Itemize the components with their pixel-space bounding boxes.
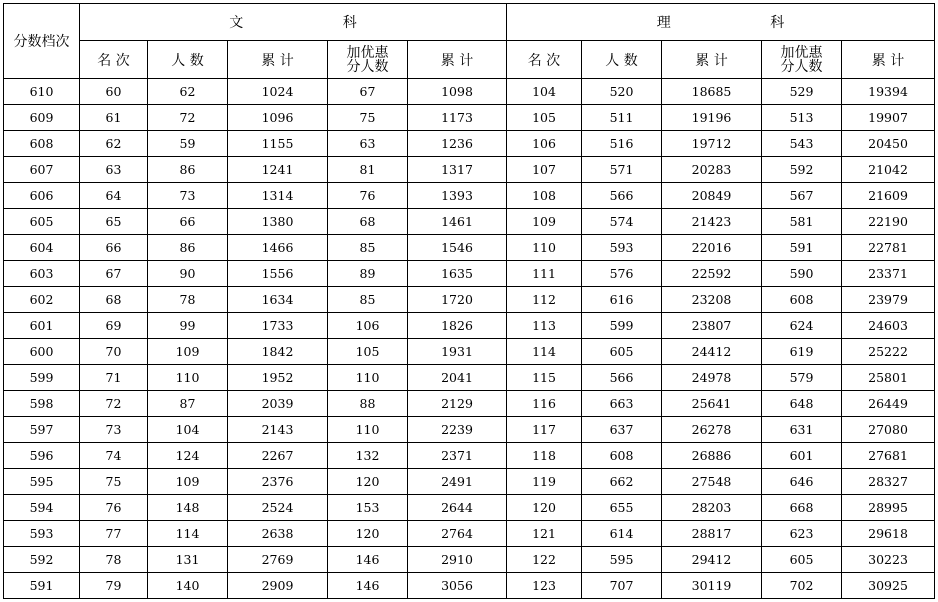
arts-cumulative-cell: 1733 bbox=[228, 313, 328, 339]
science-cumulative-cell: 22016 bbox=[662, 235, 762, 261]
science-count-cell: 574 bbox=[582, 209, 662, 235]
arts-bonus-cumulative-cell: 1826 bbox=[408, 313, 507, 339]
arts-bonus-cumulative-cell: 1720 bbox=[408, 287, 507, 313]
science-rank-header: 名 次 bbox=[507, 41, 582, 79]
arts-rank-cell: 61 bbox=[80, 105, 148, 131]
arts-count-cell: 131 bbox=[148, 547, 228, 573]
science-bonus-cumulative-cell: 20450 bbox=[842, 131, 935, 157]
science-rank-cell: 123 bbox=[507, 573, 582, 599]
science-bonus-cumulative-cell: 28995 bbox=[842, 495, 935, 521]
science-count-cell: 663 bbox=[582, 391, 662, 417]
science-bonus-count-cell: 579 bbox=[762, 365, 842, 391]
table-row bbox=[4, 131, 935, 157]
science-cumulative-cell: 30119 bbox=[662, 573, 762, 599]
table-row bbox=[4, 443, 935, 469]
science-bonus-cumulative-cell: 23979 bbox=[842, 287, 935, 313]
science-rank-cell: 115 bbox=[507, 365, 582, 391]
table-row bbox=[4, 183, 935, 209]
science-count-cell: 576 bbox=[582, 261, 662, 287]
arts-bonus-count-cell: 89 bbox=[328, 261, 408, 287]
arts-bonus-count-cell: 105 bbox=[328, 339, 408, 365]
arts-bonus-cumulative-cell: 1546 bbox=[408, 235, 507, 261]
science-cumulative-cell: 19196 bbox=[662, 105, 762, 131]
arts-count-cell: 99 bbox=[148, 313, 228, 339]
arts-bonus-cumulative-header: 累 计 bbox=[408, 41, 507, 79]
science-bonus-cumulative-cell: 24603 bbox=[842, 313, 935, 339]
arts-rank-cell: 66 bbox=[80, 235, 148, 261]
arts-bonus-count-cell: 75 bbox=[328, 105, 408, 131]
science-rank-cell: 110 bbox=[507, 235, 582, 261]
arts-count-cell: 72 bbox=[148, 105, 228, 131]
science-bonus-line1: 加优惠 bbox=[780, 44, 823, 61]
science-bonus-count-cell: 590 bbox=[762, 261, 842, 287]
science-rank-cell: 114 bbox=[507, 339, 582, 365]
science-bonus-cumulative-cell: 27080 bbox=[842, 417, 935, 443]
score-cell: 592 bbox=[4, 547, 80, 573]
arts-group-header: 文 科 bbox=[80, 4, 507, 41]
arts-rank-cell: 74 bbox=[80, 443, 148, 469]
science-count-cell: 616 bbox=[582, 287, 662, 313]
arts-cumulative-cell: 2909 bbox=[228, 573, 328, 599]
science-bonus-count-cell: 591 bbox=[762, 235, 842, 261]
arts-cumulative-cell: 1842 bbox=[228, 339, 328, 365]
arts-bonus-count-cell: 88 bbox=[328, 391, 408, 417]
score-cell: 600 bbox=[4, 339, 80, 365]
science-rank-cell: 119 bbox=[507, 469, 582, 495]
arts-count-cell: 90 bbox=[148, 261, 228, 287]
arts-bonus-cumulative-cell: 1173 bbox=[408, 105, 507, 131]
arts-bonus-count-cell: 120 bbox=[328, 521, 408, 547]
arts-rank-cell: 69 bbox=[80, 313, 148, 339]
science-count-cell: 614 bbox=[582, 521, 662, 547]
science-bonus-count-cell: 624 bbox=[762, 313, 842, 339]
table-row bbox=[4, 105, 935, 131]
science-bonus-count-cell: 513 bbox=[762, 105, 842, 131]
science-cumulative-cell: 24412 bbox=[662, 339, 762, 365]
arts-rank-cell: 63 bbox=[80, 157, 148, 183]
arts-count-cell: 114 bbox=[148, 521, 228, 547]
arts-cumulative-header: 累 计 bbox=[228, 41, 328, 79]
science-bonus-count-cell: 646 bbox=[762, 469, 842, 495]
science-bonus-cumulative-cell: 25222 bbox=[842, 339, 935, 365]
arts-count-cell: 110 bbox=[148, 365, 228, 391]
arts-count-cell: 124 bbox=[148, 443, 228, 469]
score-cell: 608 bbox=[4, 131, 80, 157]
arts-count-cell: 109 bbox=[148, 339, 228, 365]
science-count-cell: 605 bbox=[582, 339, 662, 365]
science-cumulative-cell: 23208 bbox=[662, 287, 762, 313]
arts-bonus-count-cell: 153 bbox=[328, 495, 408, 521]
arts-cumulative-cell: 2638 bbox=[228, 521, 328, 547]
science-cumulative-cell: 28203 bbox=[662, 495, 762, 521]
arts-rank-cell: 60 bbox=[80, 79, 148, 105]
score-cell: 597 bbox=[4, 417, 80, 443]
science-bonus-cumulative-cell: 23371 bbox=[842, 261, 935, 287]
science-rank-cell: 111 bbox=[507, 261, 582, 287]
arts-cumulative-cell: 2267 bbox=[228, 443, 328, 469]
arts-bonus-line2: 分人数 bbox=[346, 58, 389, 75]
science-bonus-cumulative-cell: 22190 bbox=[842, 209, 935, 235]
arts-cumulative-cell: 2376 bbox=[228, 469, 328, 495]
arts-count-cell: 87 bbox=[148, 391, 228, 417]
science-cumulative-cell: 25641 bbox=[662, 391, 762, 417]
score-cell: 603 bbox=[4, 261, 80, 287]
arts-rank-cell: 71 bbox=[80, 365, 148, 391]
arts-rank-cell: 73 bbox=[80, 417, 148, 443]
science-count-cell: 707 bbox=[582, 573, 662, 599]
science-bonus-count-cell: 601 bbox=[762, 443, 842, 469]
science-count-cell: 655 bbox=[582, 495, 662, 521]
arts-bonus-cumulative-cell: 2764 bbox=[408, 521, 507, 547]
science-rank-cell: 121 bbox=[507, 521, 582, 547]
science-bonus-cumulative-cell: 28327 bbox=[842, 469, 935, 495]
arts-cumulative-cell: 1024 bbox=[228, 79, 328, 105]
science-bonus-cumulative-cell: 21042 bbox=[842, 157, 935, 183]
arts-rank-cell: 62 bbox=[80, 131, 148, 157]
science-cumulative-cell: 24978 bbox=[662, 365, 762, 391]
arts-rank-cell: 78 bbox=[80, 547, 148, 573]
table-body bbox=[4, 79, 935, 599]
arts-count-cell: 62 bbox=[148, 79, 228, 105]
arts-bonus-cumulative-cell: 1098 bbox=[408, 79, 507, 105]
arts-rank-cell: 72 bbox=[80, 391, 148, 417]
science-rank-cell: 120 bbox=[507, 495, 582, 521]
table-row bbox=[4, 235, 935, 261]
science-rank-cell: 109 bbox=[507, 209, 582, 235]
science-bonus-cumulative-cell: 22781 bbox=[842, 235, 935, 261]
score-cell: 598 bbox=[4, 391, 80, 417]
science-bonus-count-cell: 623 bbox=[762, 521, 842, 547]
table-row bbox=[4, 547, 935, 573]
science-count-cell: 637 bbox=[582, 417, 662, 443]
science-bonus-count-cell: 619 bbox=[762, 339, 842, 365]
science-bonus-cumulative-cell: 25801 bbox=[842, 365, 935, 391]
score-cell: 606 bbox=[4, 183, 80, 209]
science-rank-cell: 117 bbox=[507, 417, 582, 443]
table-header-group-row bbox=[4, 4, 935, 41]
arts-cumulative-cell: 2769 bbox=[228, 547, 328, 573]
table-row bbox=[4, 417, 935, 443]
science-count-cell: 520 bbox=[582, 79, 662, 105]
arts-rank-cell: 67 bbox=[80, 261, 148, 287]
arts-rank-cell: 77 bbox=[80, 521, 148, 547]
arts-bonus-line1: 加优惠 bbox=[346, 44, 389, 61]
science-group-header: 理 科 bbox=[507, 4, 935, 41]
science-cumulative-cell: 20849 bbox=[662, 183, 762, 209]
arts-cumulative-cell: 2039 bbox=[228, 391, 328, 417]
science-count-cell: 571 bbox=[582, 157, 662, 183]
science-bonus-cumulative-cell: 19907 bbox=[842, 105, 935, 131]
science-bonus-count-cell: 648 bbox=[762, 391, 842, 417]
arts-rank-header: 名 次 bbox=[80, 41, 148, 79]
science-bonus-cumulative-cell: 21609 bbox=[842, 183, 935, 209]
arts-bonus-count-header bbox=[328, 41, 408, 79]
arts-cumulative-cell: 1634 bbox=[228, 287, 328, 313]
arts-cumulative-cell: 1096 bbox=[228, 105, 328, 131]
science-bonus-count-cell: 605 bbox=[762, 547, 842, 573]
science-rank-cell: 105 bbox=[507, 105, 582, 131]
science-rank-cell: 113 bbox=[507, 313, 582, 339]
arts-bonus-cumulative-cell: 2491 bbox=[408, 469, 507, 495]
arts-count-cell: 86 bbox=[148, 235, 228, 261]
table-row bbox=[4, 339, 935, 365]
science-cumulative-cell: 20283 bbox=[662, 157, 762, 183]
science-count-header: 人 数 bbox=[582, 41, 662, 79]
arts-bonus-count-cell: 110 bbox=[328, 365, 408, 391]
science-count-cell: 608 bbox=[582, 443, 662, 469]
science-rank-cell: 116 bbox=[507, 391, 582, 417]
arts-rank-cell: 79 bbox=[80, 573, 148, 599]
score-cell: 601 bbox=[4, 313, 80, 339]
arts-count-cell: 73 bbox=[148, 183, 228, 209]
science-bonus-line2: 分人数 bbox=[780, 58, 823, 75]
science-count-cell: 566 bbox=[582, 183, 662, 209]
arts-cumulative-cell: 2524 bbox=[228, 495, 328, 521]
arts-cumulative-cell: 1466 bbox=[228, 235, 328, 261]
arts-bonus-count-cell: 106 bbox=[328, 313, 408, 339]
arts-count-header: 人 数 bbox=[148, 41, 228, 79]
science-rank-cell: 122 bbox=[507, 547, 582, 573]
arts-cumulative-cell: 2143 bbox=[228, 417, 328, 443]
score-cell: 595 bbox=[4, 469, 80, 495]
arts-bonus-cumulative-cell: 1317 bbox=[408, 157, 507, 183]
score-cell: 609 bbox=[4, 105, 80, 131]
science-cumulative-cell: 18685 bbox=[662, 79, 762, 105]
science-bonus-count-cell: 567 bbox=[762, 183, 842, 209]
arts-count-cell: 109 bbox=[148, 469, 228, 495]
arts-bonus-count-cell: 85 bbox=[328, 287, 408, 313]
score-distribution-table bbox=[3, 3, 935, 599]
table-row bbox=[4, 391, 935, 417]
arts-bonus-count-cell: 146 bbox=[328, 573, 408, 599]
science-bonus-cumulative-header: 累 计 bbox=[842, 41, 935, 79]
arts-bonus-cumulative-cell: 1461 bbox=[408, 209, 507, 235]
science-rank-cell: 112 bbox=[507, 287, 582, 313]
table-row bbox=[4, 573, 935, 599]
arts-bonus-cumulative-cell: 2239 bbox=[408, 417, 507, 443]
score-cell: 596 bbox=[4, 443, 80, 469]
arts-bonus-cumulative-cell: 2644 bbox=[408, 495, 507, 521]
science-bonus-cumulative-cell: 29618 bbox=[842, 521, 935, 547]
score-cell: 602 bbox=[4, 287, 80, 313]
arts-bonus-count-cell: 76 bbox=[328, 183, 408, 209]
arts-count-cell: 86 bbox=[148, 157, 228, 183]
arts-bonus-cumulative-cell: 2041 bbox=[408, 365, 507, 391]
science-bonus-count-cell: 608 bbox=[762, 287, 842, 313]
science-count-cell: 662 bbox=[582, 469, 662, 495]
arts-rank-cell: 70 bbox=[80, 339, 148, 365]
science-count-cell: 516 bbox=[582, 131, 662, 157]
science-rank-cell: 104 bbox=[507, 79, 582, 105]
science-rank-cell: 106 bbox=[507, 131, 582, 157]
arts-rank-cell: 75 bbox=[80, 469, 148, 495]
science-count-cell: 595 bbox=[582, 547, 662, 573]
arts-rank-cell: 65 bbox=[80, 209, 148, 235]
science-bonus-count-cell: 529 bbox=[762, 79, 842, 105]
arts-bonus-cumulative-cell: 2129 bbox=[408, 391, 507, 417]
science-bonus-cumulative-cell: 30925 bbox=[842, 573, 935, 599]
table-row bbox=[4, 261, 935, 287]
arts-bonus-cumulative-cell: 1236 bbox=[408, 131, 507, 157]
score-cell: 605 bbox=[4, 209, 80, 235]
arts-count-cell: 104 bbox=[148, 417, 228, 443]
table-row bbox=[4, 157, 935, 183]
table-row bbox=[4, 365, 935, 391]
arts-bonus-cumulative-cell: 1393 bbox=[408, 183, 507, 209]
science-bonus-cumulative-cell: 30223 bbox=[842, 547, 935, 573]
science-bonus-count-cell: 543 bbox=[762, 131, 842, 157]
arts-bonus-count-cell: 146 bbox=[328, 547, 408, 573]
arts-cumulative-cell: 1556 bbox=[228, 261, 328, 287]
arts-count-cell: 78 bbox=[148, 287, 228, 313]
arts-count-cell: 66 bbox=[148, 209, 228, 235]
arts-bonus-count-cell: 85 bbox=[328, 235, 408, 261]
science-cumulative-cell: 29412 bbox=[662, 547, 762, 573]
arts-rank-cell: 76 bbox=[80, 495, 148, 521]
arts-rank-cell: 64 bbox=[80, 183, 148, 209]
arts-cumulative-cell: 1952 bbox=[228, 365, 328, 391]
science-cumulative-header: 累 计 bbox=[662, 41, 762, 79]
science-bonus-count-cell: 631 bbox=[762, 417, 842, 443]
score-cell: 610 bbox=[4, 79, 80, 105]
science-cumulative-cell: 26278 bbox=[662, 417, 762, 443]
arts-cumulative-cell: 1241 bbox=[228, 157, 328, 183]
arts-count-cell: 59 bbox=[148, 131, 228, 157]
arts-bonus-count-cell: 68 bbox=[328, 209, 408, 235]
table-row bbox=[4, 313, 935, 339]
science-count-cell: 599 bbox=[582, 313, 662, 339]
arts-cumulative-cell: 1314 bbox=[228, 183, 328, 209]
table-row bbox=[4, 521, 935, 547]
science-cumulative-cell: 27548 bbox=[662, 469, 762, 495]
science-rank-cell: 107 bbox=[507, 157, 582, 183]
science-count-cell: 566 bbox=[582, 365, 662, 391]
science-cumulative-cell: 22592 bbox=[662, 261, 762, 287]
arts-bonus-count-cell: 120 bbox=[328, 469, 408, 495]
science-bonus-count-cell: 581 bbox=[762, 209, 842, 235]
table-row bbox=[4, 209, 935, 235]
score-cell: 599 bbox=[4, 365, 80, 391]
table-row bbox=[4, 469, 935, 495]
table-row bbox=[4, 495, 935, 521]
score-cell: 594 bbox=[4, 495, 80, 521]
arts-bonus-cumulative-cell: 3056 bbox=[408, 573, 507, 599]
arts-cumulative-cell: 1155 bbox=[228, 131, 328, 157]
arts-bonus-cumulative-cell: 2371 bbox=[408, 443, 507, 469]
arts-count-cell: 140 bbox=[148, 573, 228, 599]
science-bonus-cumulative-cell: 27681 bbox=[842, 443, 935, 469]
science-bonus-count-cell: 668 bbox=[762, 495, 842, 521]
score-band-header: 分数档次 bbox=[4, 4, 80, 79]
arts-bonus-cumulative-cell: 1635 bbox=[408, 261, 507, 287]
arts-bonus-count-cell: 81 bbox=[328, 157, 408, 183]
arts-bonus-count-cell: 67 bbox=[328, 79, 408, 105]
arts-bonus-cumulative-cell: 2910 bbox=[408, 547, 507, 573]
science-rank-cell: 118 bbox=[507, 443, 582, 469]
arts-bonus-count-cell: 132 bbox=[328, 443, 408, 469]
arts-rank-cell: 68 bbox=[80, 287, 148, 313]
arts-cumulative-cell: 1380 bbox=[228, 209, 328, 235]
score-cell: 604 bbox=[4, 235, 80, 261]
arts-bonus-cumulative-cell: 1931 bbox=[408, 339, 507, 365]
science-bonus-count-cell: 702 bbox=[762, 573, 842, 599]
science-cumulative-cell: 19712 bbox=[662, 131, 762, 157]
science-bonus-count-cell: 592 bbox=[762, 157, 842, 183]
score-cell: 591 bbox=[4, 573, 80, 599]
science-cumulative-cell: 26886 bbox=[662, 443, 762, 469]
science-count-cell: 511 bbox=[582, 105, 662, 131]
science-cumulative-cell: 23807 bbox=[662, 313, 762, 339]
arts-bonus-count-cell: 63 bbox=[328, 131, 408, 157]
table-row bbox=[4, 79, 935, 105]
science-count-cell: 593 bbox=[582, 235, 662, 261]
science-cumulative-cell: 28817 bbox=[662, 521, 762, 547]
arts-bonus-count-cell: 110 bbox=[328, 417, 408, 443]
science-bonus-cumulative-cell: 19394 bbox=[842, 79, 935, 105]
science-bonus-cumulative-cell: 26449 bbox=[842, 391, 935, 417]
arts-count-cell: 148 bbox=[148, 495, 228, 521]
science-bonus-count-header bbox=[762, 41, 842, 79]
science-cumulative-cell: 21423 bbox=[662, 209, 762, 235]
score-cell: 593 bbox=[4, 521, 80, 547]
score-cell: 607 bbox=[4, 157, 80, 183]
science-rank-cell: 108 bbox=[507, 183, 582, 209]
table-header-column-row bbox=[4, 41, 935, 79]
table-row bbox=[4, 287, 935, 313]
